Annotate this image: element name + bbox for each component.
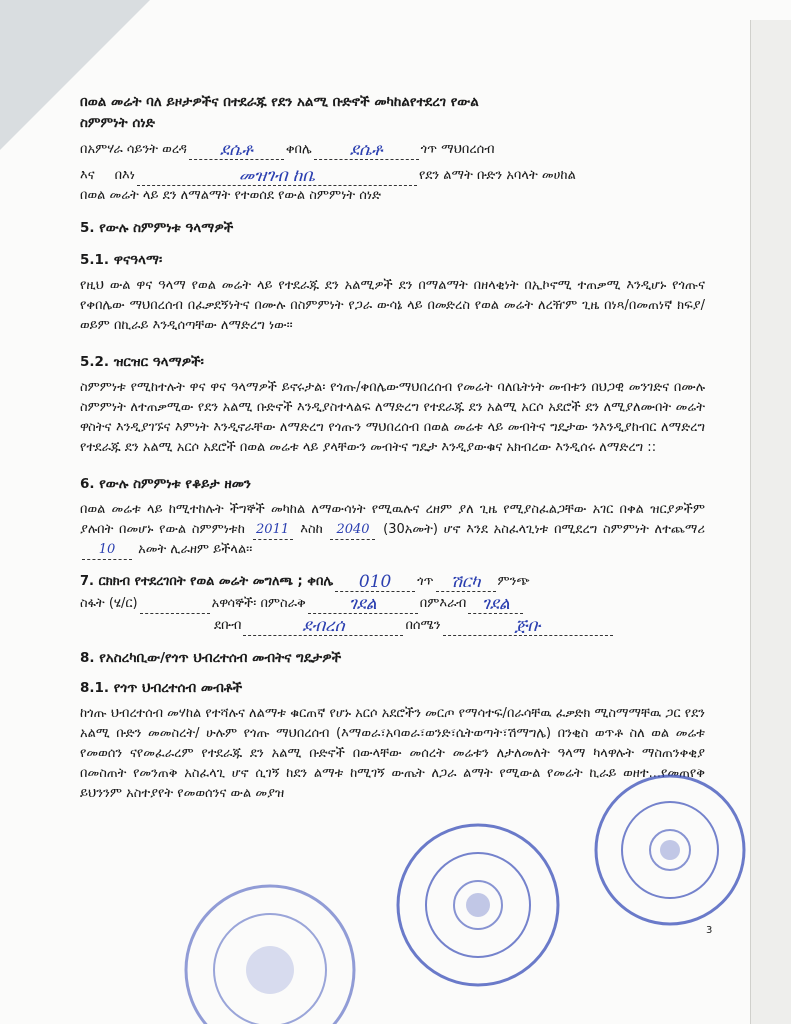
round-stamp-center	[393, 820, 563, 990]
section-7-line-3	[80, 616, 705, 636]
s6-part-a: በወል መሬቱ ላይ ከሚተከሉት ችግኞች መካከል ለማውሳነት የሚዉሉና ረዘም ያለ ጊዜ የሚያስፈልጋቸው አገር በቀል ዝርያዎችም ያሉበት በመሆኑ የውል ስምምነቱከ	[80, 502, 705, 537]
kebele-field: ደሴቶ	[314, 141, 419, 160]
s7-east-label: አዋሳኞች፡ በምስራቅ	[211, 596, 306, 611]
document-title	[80, 92, 705, 134]
title-line-1: በወል መሬት ባለ ይዞታዎችና በተደራጁ የደን አልሚ ቡድኖች መካከልየተደረገ የውል	[80, 94, 479, 110]
s7-area	[140, 613, 210, 614]
group-prefix: በእነ	[114, 168, 135, 183]
s7-south-label: ደቡብ	[214, 618, 242, 633]
intro-closing: በወል መሬት ላይ ደን ለማልማት የተወሰደ የውል ስምምነት ሰነድ	[80, 188, 382, 203]
s6-extra-years: 10	[82, 541, 132, 560]
section-5-2-text: ስምምነቱ የሚከተሉት ዋና ዋና ዓላማዎች ይኖሩታል፡ የጎጡ/ቀበሌውማህበረሰብ የመሬት ባለቤትነት መብቱን በህጋዊ መንገድና በሙሉ ስምምነት ለተጠቃሚው የደን አልሚ ቡድኖች እንዲያስተላልፍ ለማድረግ የተደራጁ ደን አልሚ አርሶ አደሮች ደን ለሚያለሙበት መሬት ዋስትና እንዲያገኙና እምነት እንዲኖራቸው ለማድረግ የጎጡን ማህበረሰብ በወል መሬቱ ላይ መብትና ግዴታው ንእንዲያከብር ለማድረግ የተደራጁ ደን አልሚ አርሶ አደሮች በወል መሬቱ ላይ ያላቸውን መብትና ግዴታ እንዲያውቁና አክብረው እንዲሰሩ ለማድረግ ::	[80, 380, 705, 455]
round-stamp-left	[180, 880, 360, 1024]
group-suffix: የደን ልማት ቡድን አባላት መሀከል	[418, 168, 576, 183]
section-5-2-heading: 5.2. ዝርዝር ዓላማዎች፡	[80, 354, 204, 370]
s7-south: ደብረሰ	[243, 617, 403, 636]
woreda-field: ደሴቶ	[189, 141, 284, 160]
s7-east: ገደል	[308, 595, 418, 614]
section-6-heading: 6. የውሉ ስምምነቱ የቆይታ ዘመን	[80, 476, 251, 492]
s7-source-label: ምንጭ	[497, 574, 530, 589]
section-7-line-2	[80, 594, 705, 614]
s7-area-label: ስፋት (ሄ/ር)	[80, 596, 138, 611]
s6-to-year: 2040	[330, 521, 375, 540]
s7-west: ገደል	[468, 595, 523, 614]
section-5-1-text: የዚህ ውል ዋና ዓላማ የወል መሬት ላይ የተደራጁ ደን አልሚዎች ደን በማልማት በዘላቂነት በኢኮኖሚ ተጠቃሚ እንዲሆኑ የጎጡና የቀበሌው ማህበረሰብ በፈቃደኝነትና በሙሉ በስምምነት የጋራ ውሳኔ ላይ በመድረስ የወል መሬት ለረዥም ጊዜ በነጻ/በመጠነኛ ክፍያ/ ወይም በኪራይ እንዲሰጣቸው ለማድረግ ነው፡፡	[80, 278, 705, 333]
s7-label: 7. ርክክብ የተደረገበት የወል መሬት መግለጫ ; ቀበሌ	[80, 574, 334, 589]
s7-got-label: ጎጥ	[417, 574, 434, 589]
section-5-1-heading: 5.1. ዋናዓላማ፡	[80, 252, 163, 268]
back-sheet	[750, 20, 791, 1024]
s7-north: ጅቡ	[443, 617, 613, 636]
section-8-1-heading: 8.1. የጎጥ ህብረተሰብ መብቶች	[80, 680, 243, 696]
and-label: እና	[80, 168, 95, 183]
round-stamp-right	[590, 770, 750, 930]
section-8-1-text: ከጎጡ ህብረተሰብ መሃከል የተሻሉና ለልማቱ ቁርጠኛ የሆኑ አርሶ አደሮችን መርጦ የማሳተፍ/በራሳቸዉ ፈቃድክ ሚስማማቸዉ ጋር የደን አልሚ ቡድን መመስረት/ ሁሉም የጎጡ ማህበረሰብ (እማወራ፣አባወራ፣ወንድ፣ሴትወጣት፣ሽማግሌ) በንቂስ ወጥቶ ስለ ወል መሬቱ የመወሰን ናየመፈራረም የተደራጁ ደን አልሚ ቡድኖች በውላቸው መሰረት መሬቱን ለታለመለት ዓላማ ካላዋሉት ማስጠንቀቂያ በመስጠት የመንጠቅ አስፈላጊ ሆኖ ሲገኝ ከደን ልማቱ ከሚገኝ ውጤት ለጋራ ልማት የሚውል የመሬት ኪራይ ወዘተ...የመጠየቅ ይህንንም አስተያየት የመወሰንና ውል መያዝ	[80, 706, 705, 801]
woreda-label: በአምሃራ ሳይንት ወረዳ	[80, 142, 187, 157]
title-line-2: ስምምነት ሰነድ	[80, 115, 155, 131]
document-body	[80, 92, 705, 804]
community-label: ጎጥ ማህበረሰብ	[420, 142, 495, 157]
intro-line-1	[80, 140, 705, 160]
s6-from-year: 2011	[253, 521, 293, 540]
intro-line-2	[80, 166, 705, 186]
s7-kebele: 010	[335, 573, 415, 592]
page-number: 3	[706, 925, 713, 936]
kebele-label: ቀበሌ	[285, 142, 312, 157]
s6-part-c: (30አመት) ሆኖ እንደ አስፈላጊነቱ በሚደረግ ስምምነት ለተጨማሪ	[383, 522, 705, 537]
s6-part-d: አመት ሊራዘም ይችላል፡፡	[138, 542, 253, 557]
section-6-text	[80, 500, 705, 560]
s7-west-label: በምእራብ	[419, 596, 467, 611]
s7-got: ሽርካ	[436, 573, 496, 592]
s6-part-b: እስከ	[300, 522, 323, 537]
group-field: መዝገብ ከቤ	[137, 167, 417, 186]
section-8-heading: 8. የአስረካቢው/የጎጥ ህብረተሰብ መብትና ግዴታዎች	[80, 650, 342, 666]
s7-north-label: በሰሜን	[405, 618, 441, 633]
section-5-heading: 5. የውሉ ስምምነቱ ዓላማዎች	[80, 220, 234, 236]
section-7-line-1	[80, 572, 705, 592]
